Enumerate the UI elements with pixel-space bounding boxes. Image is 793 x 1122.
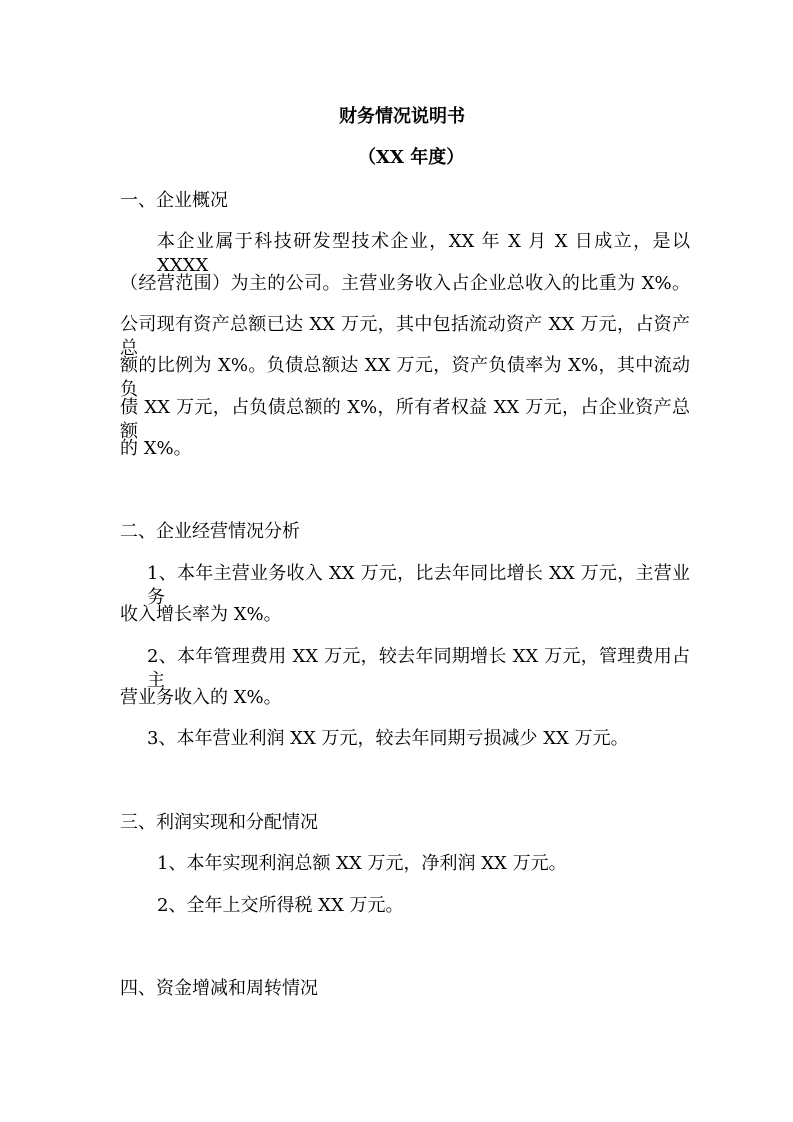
section-heading: 一、企业概况	[120, 190, 228, 211]
paragraph-line: （经营范围）为主的公司。主营业务收入占企业总收入的比重为 X%。	[120, 273, 690, 294]
paragraph-line: 的 X%。	[120, 438, 192, 459]
section-heading: 三、利润实现和分配情况	[120, 812, 318, 833]
list-item-line: 收入增长率为 X%。	[120, 604, 282, 625]
list-item-line: 1、本年实现利润总额 XX 万元，净利润 XX 万元。	[157, 853, 567, 874]
paragraph-line: 债 XX 万元，占负债总额的 X%，所有者权益 XX 万元，占企业资产总额	[120, 397, 690, 442]
paragraph-line: 公司现有资产总额已达 XX 万元，其中包括流动资产 XX 万元，占资产总	[120, 314, 690, 359]
list-item-line: 2、全年上交所得税 XX 万元。	[157, 895, 404, 916]
list-item-line: 2、本年管理费用 XX 万元，较去年同期增长 XX 万元，管理费用占主	[147, 646, 690, 691]
paragraph-line: 额的比例为 X%。负债总额达 XX 万元，资产负债率为 X%，其中流动负	[120, 355, 690, 400]
section-heading: 四、资金增减和周转情况	[120, 978, 318, 999]
paragraph-line: 本企业属于科技研发型技术企业，XX 年 X 月 X 日成立，是以 XXXX	[157, 231, 690, 276]
list-item-line: 3、本年营业利润 XX 万元，较去年同期亏损减少 XX 万元。	[147, 728, 629, 749]
section-heading: 二、企业经营情况分析	[120, 521, 300, 542]
list-item-line: 1、本年主营业务收入 XX 万元，比去年同比增长 XX 万元，主营业务	[147, 563, 690, 608]
document-title: 财务情况说明书	[339, 106, 465, 127]
list-item-line: 营业务收入的 X%。	[120, 687, 282, 708]
document-subtitle: （XX 年度）	[358, 147, 465, 168]
